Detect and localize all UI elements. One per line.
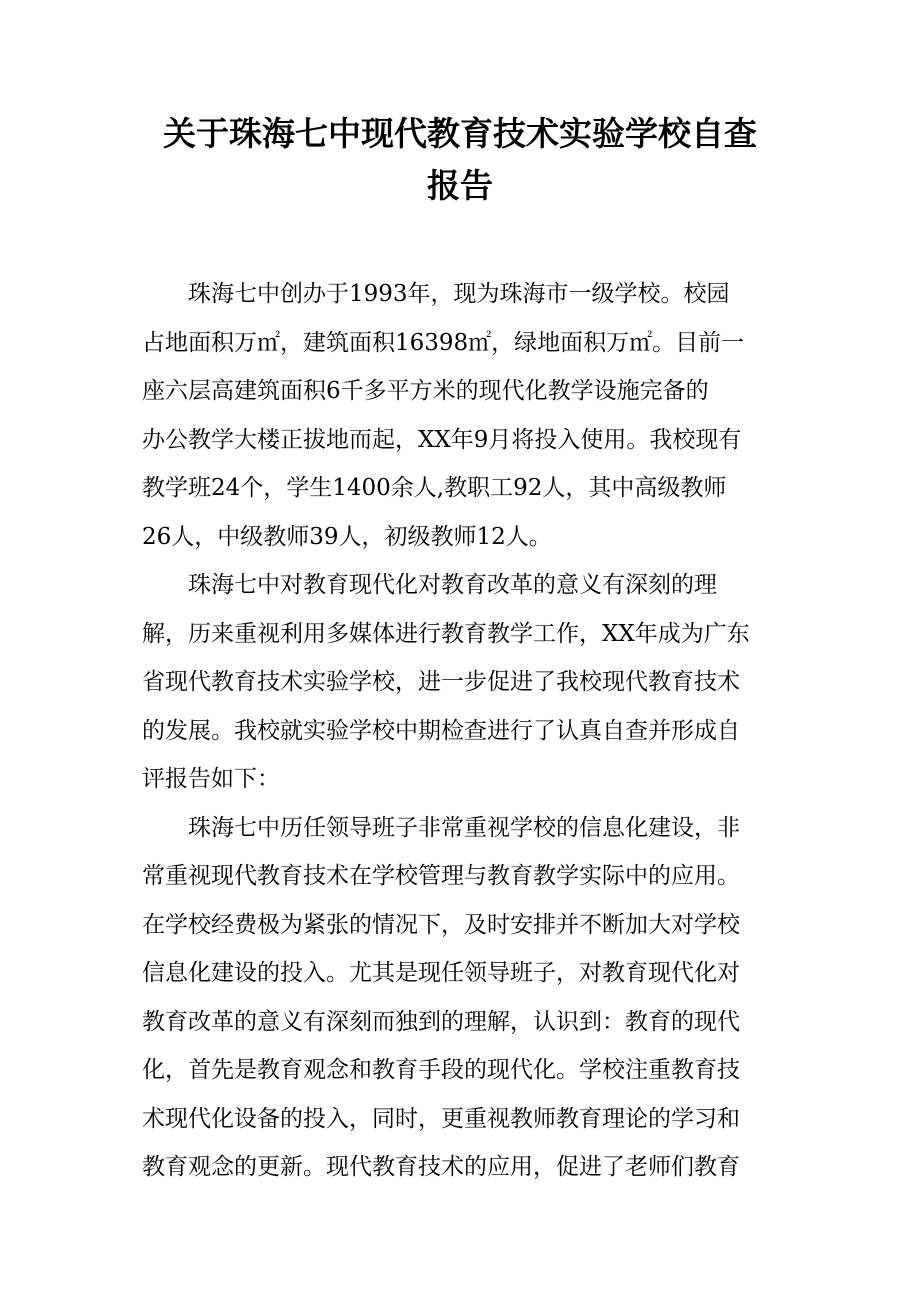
paragraph-line: 常重视现代教育技术在学校管理与教育教学实际中的应用。 (142, 863, 740, 889)
paragraph-line: 办公教学大楼正拔地而起，XX年9月将投入使用。我校现有 (142, 426, 742, 453)
paragraph-line: 教育观念的更新。现代教育技术的应用，促进了老师们教育 (142, 1154, 740, 1180)
paragraph-line: 珠海七中历任领导班子非常重视学校的信息化建设，非 (188, 814, 740, 841)
document-body (142, 270, 787, 1192)
paragraph-line: 在学校经费极为紧张的情况下，及时安排并不断加大对学校 (142, 911, 740, 938)
paragraph-line: 术现代化设备的投入，同时，更重视教师教育理论的学习和 (142, 1105, 740, 1132)
paragraph-line: 化，首先是教育观念和教育手段的现代化。学校注重教育技 (142, 1057, 740, 1083)
paragraph-line: 座六层高建筑面积6千多平方米的现代化教学设施完备的 (142, 378, 709, 404)
paragraph-line: 的发展。我校就实验学校中期检查进行了认真自查并形成自 (142, 717, 740, 744)
paragraph-line: 评报告如下： (142, 766, 280, 792)
paragraph-line: 占地面积万㎡，建筑面积16398㎡，绿地面积万㎡。目前一 (142, 329, 745, 356)
paragraph-line: 26人，中级教师39人，初级教师12人。 (142, 523, 552, 550)
paragraph-1 (142, 270, 787, 561)
document-title (140, 108, 780, 212)
paragraph-line: 教学班24个，学生1400余人,教职工92人，其中高级教师 (142, 475, 727, 501)
paragraph-line: 信息化建设的投入。尤其是现任领导班子，对教育现代化对 (142, 960, 740, 986)
title-line-2: 报告 (427, 166, 493, 205)
paragraph-3 (142, 804, 787, 1192)
paragraph-2 (142, 561, 787, 804)
paragraph-line: 珠海七中对教育现代化对教育改革的意义有深刻的理 (188, 572, 717, 598)
paragraph-line: 解，历来重视利用多媒体进行教育教学工作，XX年成为广东 (142, 620, 750, 647)
paragraph-line: 珠海七中创办于1993年，现为珠海市一级学校。校园 (188, 281, 730, 307)
paragraph-line: 教育改革的意义有深刻而独到的理解，认识到：教育的现代 (142, 1008, 740, 1035)
paragraph-line: 省现代教育技术实验学校，进一步促进了我校现代教育技术 (142, 669, 740, 695)
title-line-1: 关于珠海七中现代教育技术实验学校自查 (163, 114, 757, 153)
